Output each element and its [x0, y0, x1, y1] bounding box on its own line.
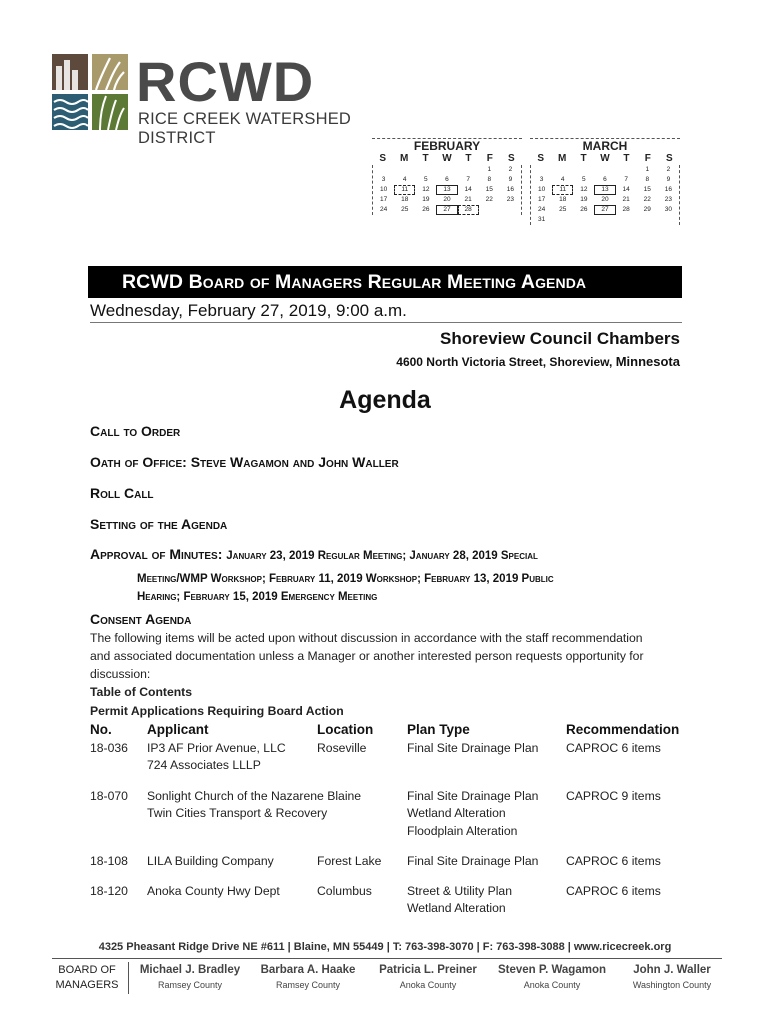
permit-recommendation: CAPROC 9 items [566, 789, 661, 803]
calendar-day: 2 [508, 166, 513, 173]
rcwd-logo [50, 50, 380, 147]
header-divider [90, 322, 682, 323]
february-calendar [372, 138, 522, 226]
permit-number: 18-120 [90, 884, 128, 898]
table-row [90, 883, 690, 916]
calendar-day: 4 [402, 176, 407, 183]
calendar-day [573, 215, 594, 225]
calendar-day: 28 [458, 205, 479, 215]
permit-plan-type: Floodplain Alteration [407, 823, 518, 838]
calendar-days [530, 165, 680, 225]
section-approval-minutes [90, 546, 538, 565]
calendar-day: 23 [664, 196, 673, 203]
calendar-day [373, 165, 394, 175]
weekday: T [580, 153, 587, 164]
calendar-day: 22 [485, 196, 493, 203]
weekday: T [623, 153, 630, 164]
calendar-day [658, 215, 679, 225]
table-row [90, 853, 690, 871]
approval-line-3: Hearing; February 15, 2019 Emergency Meeting [137, 591, 378, 603]
calendar-day: 10 [537, 186, 546, 193]
section-setting-agenda: Setting of the Agenda [90, 516, 228, 532]
permit-location: Columbus [317, 884, 372, 898]
calendar-day: 5 [424, 176, 428, 183]
calendar-day: 8 [645, 176, 650, 183]
permit-number: 18-108 [90, 854, 128, 868]
calendar-day: 30 [664, 206, 673, 213]
calendar-day: 13 [594, 185, 615, 195]
calendar-day [500, 205, 521, 215]
calendar-day: 5 [582, 176, 586, 183]
weekday: S [507, 153, 515, 164]
label-line: MANAGERS [55, 979, 119, 991]
calendar-day [458, 165, 479, 175]
footer-divider [52, 958, 722, 959]
manager-name: Michael J. Bradley [139, 964, 241, 976]
manager-entry [492, 963, 612, 992]
table-row [90, 740, 690, 773]
weekday: M [557, 153, 567, 164]
weekday: F [486, 153, 493, 164]
calendar-day [573, 165, 594, 175]
permits-heading: Permit Applications Requiring Board Action [90, 704, 344, 718]
address-state: Minnesota [615, 354, 680, 369]
meeting-date: Wednesday, February 27, 2019, 9:00 a.m. [90, 301, 407, 320]
calendar-day: 12 [580, 186, 588, 193]
column-header: Location [317, 722, 374, 737]
calendar-day: 31 [537, 216, 546, 223]
footer-address: 4325 Pheasant Ridge Drive NE #611 | Blaine, MN 55449 | T: 763-398-3070 | F: 763-398-3088 | www.ricecreek.org [98, 941, 672, 953]
manager-entry [368, 963, 488, 992]
calendar-day: 16 [664, 186, 673, 193]
section-roll-call: Roll Call [90, 485, 154, 501]
calendar-day: 3 [381, 176, 386, 183]
board-of-managers-label [52, 963, 122, 993]
calendar-day: 4 [560, 176, 565, 183]
calendar-day: 17 [379, 196, 388, 203]
calendar-day: 19 [580, 196, 588, 203]
permit-plan-type: Final Site Drainage Plan [407, 854, 539, 868]
column-header: No. [90, 722, 112, 737]
weekday: F [644, 153, 651, 164]
manager-entry [130, 963, 250, 992]
page-title: Agenda [339, 386, 431, 414]
calendar-day: 9 [666, 176, 671, 183]
permit-recommendation: CAPROC 6 items [566, 884, 661, 898]
calendar-day: 16 [506, 186, 515, 193]
weekday: S [665, 153, 673, 164]
calendar-day [552, 215, 573, 225]
permit-plan-type: Street & Utility Plan [407, 884, 512, 898]
calendar-day: 6 [445, 176, 449, 183]
permit-table-header [90, 721, 690, 739]
calendar-day: 24 [379, 206, 388, 213]
calendar-day: 13 [436, 185, 457, 195]
calendar-month: MARCH [530, 138, 680, 152]
label-line: BOARD OF [58, 964, 116, 976]
manager-county: Ramsey County [275, 980, 341, 990]
calendar-day: 3 [539, 176, 544, 183]
manager-entry [612, 963, 732, 992]
manager-county: Anoka County [523, 980, 581, 990]
calendar-day: 11 [552, 185, 573, 195]
manager-name: Patricia L. Preiner [379, 964, 477, 976]
watershed-logo-icon [50, 52, 130, 134]
calendar-day: 25 [401, 206, 409, 213]
weekday: W [600, 153, 610, 164]
march-calendar [530, 138, 680, 226]
permit-applicant: Twin Cities Transport & Recovery [147, 806, 328, 821]
weekday: T [465, 153, 472, 164]
calendar-day: 14 [622, 186, 630, 193]
calendar-day: 6 [603, 176, 607, 183]
calendar-day: 26 [580, 206, 588, 213]
calendar-weekdays [530, 152, 680, 165]
meeting-banner [88, 266, 682, 298]
calendar-day: 18 [559, 196, 567, 203]
permit-plan-type: Wetland Alteration [407, 901, 506, 916]
address-street: 4600 North Victoria Street, Shoreview, [396, 355, 613, 369]
approval-line-1: January 23, 2019 Regular Meeting; January 28, 2019 Special [226, 550, 538, 562]
permit-plan-type: Wetland Alteration [407, 806, 506, 821]
calendar-day [637, 215, 658, 225]
weekday: M [399, 153, 409, 164]
calendar-day: 17 [537, 196, 546, 203]
weekday: S [537, 153, 545, 164]
column-header: Recommendation [566, 722, 680, 737]
calendar-day: 25 [559, 206, 567, 213]
calendar-day [594, 215, 615, 225]
logo-subtitle: RICE CREEK WATERSHED DISTRICT [138, 110, 352, 147]
calendar-day: 22 [643, 196, 651, 203]
calendar-day: 29 [643, 206, 651, 213]
manager-name: Steven P. Wagamon [497, 964, 606, 976]
calendar-day: 21 [622, 196, 630, 203]
calendar-day [594, 165, 615, 175]
permit-applicant: Anoka County Hwy Dept [147, 884, 280, 898]
manager-county: Washington County [632, 980, 712, 990]
logo-title: RCWD [136, 50, 315, 113]
calendar-day [616, 165, 637, 175]
calendar-days [372, 165, 522, 215]
permit-recommendation: CAPROC 6 items [566, 741, 661, 755]
weekday: T [422, 153, 429, 164]
calendar-day: 18 [401, 196, 409, 203]
banner-title: RCWD Board of Managers Regular Meeting Agenda [122, 271, 587, 293]
calendar-day: 12 [422, 186, 430, 193]
permit-number: 18-036 [90, 741, 128, 755]
calendar-day: 10 [379, 186, 388, 193]
approval-line-2: Meeting/WMP Workshop; February 11, 2019 Workshop; February 13, 2019 Public [137, 573, 554, 585]
section-consent-agenda: Consent Agenda [90, 611, 192, 627]
consent-text-1: The following items will be acted upon without discussion in accordance with the staff recommendation [90, 631, 643, 645]
calendar-day: 27 [594, 205, 615, 215]
section-call-to-order: Call to Order [90, 423, 181, 439]
manager-county: Ramsey County [157, 980, 223, 990]
calendar-day: 11 [394, 185, 415, 195]
calendar-day [552, 165, 573, 175]
calendar-day: 1 [645, 166, 650, 173]
calendar-day: 9 [508, 176, 513, 183]
section-oath-of-office: Oath of Office: Steve Wagamon and John Waller [90, 454, 399, 470]
consent-text-2: and associated documentation unless a Manager or another interested person requests opportunity for [90, 649, 644, 663]
manager-name: Barbara A. Haake [260, 964, 356, 976]
permit-recommendation: CAPROC 6 items [566, 854, 661, 868]
manager-entry [248, 963, 368, 992]
calendar-day: 24 [537, 206, 546, 213]
manager-name: John J. Waller [633, 964, 711, 976]
manager-county: Anoka County [399, 980, 457, 990]
permit-applicant: IP3 AF Prior Avenue, LLC [147, 741, 286, 755]
calendar-day: 20 [443, 196, 451, 203]
calendar-day [436, 165, 457, 175]
calendar-day: 2 [666, 166, 671, 173]
approval-heading: Approval of Minutes: [90, 546, 223, 562]
calendar-day: 19 [422, 196, 430, 203]
venue-address [396, 354, 680, 369]
calendar-day: 7 [624, 176, 628, 183]
calendar-day: 8 [487, 176, 492, 183]
meeting-venue: Shoreview Council Chambers [440, 329, 680, 348]
table-of-contents-heading: Table of Contents [90, 685, 193, 699]
calendar-day: 26 [422, 206, 430, 213]
column-header: Applicant [147, 722, 209, 737]
calendar-day: 28 [622, 206, 630, 213]
calendar-month: FEBRUARY [372, 138, 522, 152]
permit-plan-type: Final Site Drainage Plan [407, 789, 539, 803]
calendar-day: 7 [466, 176, 470, 183]
permit-applicant: Sonlight Church of the Nazarene Blaine [147, 789, 362, 803]
calendar-day: 14 [464, 186, 472, 193]
permit-plan-type: Final Site Drainage Plan [407, 741, 539, 755]
calendar-day: 23 [506, 196, 515, 203]
permit-applicant: LILA Building Company [147, 854, 274, 868]
permit-location: Roseville [317, 741, 367, 755]
consent-text-3: discussion: [90, 667, 151, 681]
calendar-day: 1 [487, 166, 492, 173]
calendar-day [415, 165, 436, 175]
weekday: S [379, 153, 387, 164]
permit-number: 18-070 [90, 789, 128, 803]
calendar-weekdays [372, 152, 522, 165]
calendar-day: 20 [601, 196, 609, 203]
calendar-day: 27 [436, 205, 457, 215]
calendar-day [531, 165, 552, 175]
calendar-day: 21 [464, 196, 472, 203]
calendar-day: 15 [485, 186, 493, 193]
calendar-day [479, 205, 500, 215]
column-header: Plan Type [407, 722, 470, 737]
calendar-day [394, 165, 415, 175]
permit-applicant: 724 Associates LLLP [147, 758, 261, 773]
calendar-day [616, 215, 637, 225]
permit-location: Forest Lake [317, 854, 382, 868]
footer-vertical-divider [128, 962, 129, 994]
table-row [90, 788, 690, 838]
calendar-day: 15 [643, 186, 651, 193]
weekday: W [442, 153, 452, 164]
